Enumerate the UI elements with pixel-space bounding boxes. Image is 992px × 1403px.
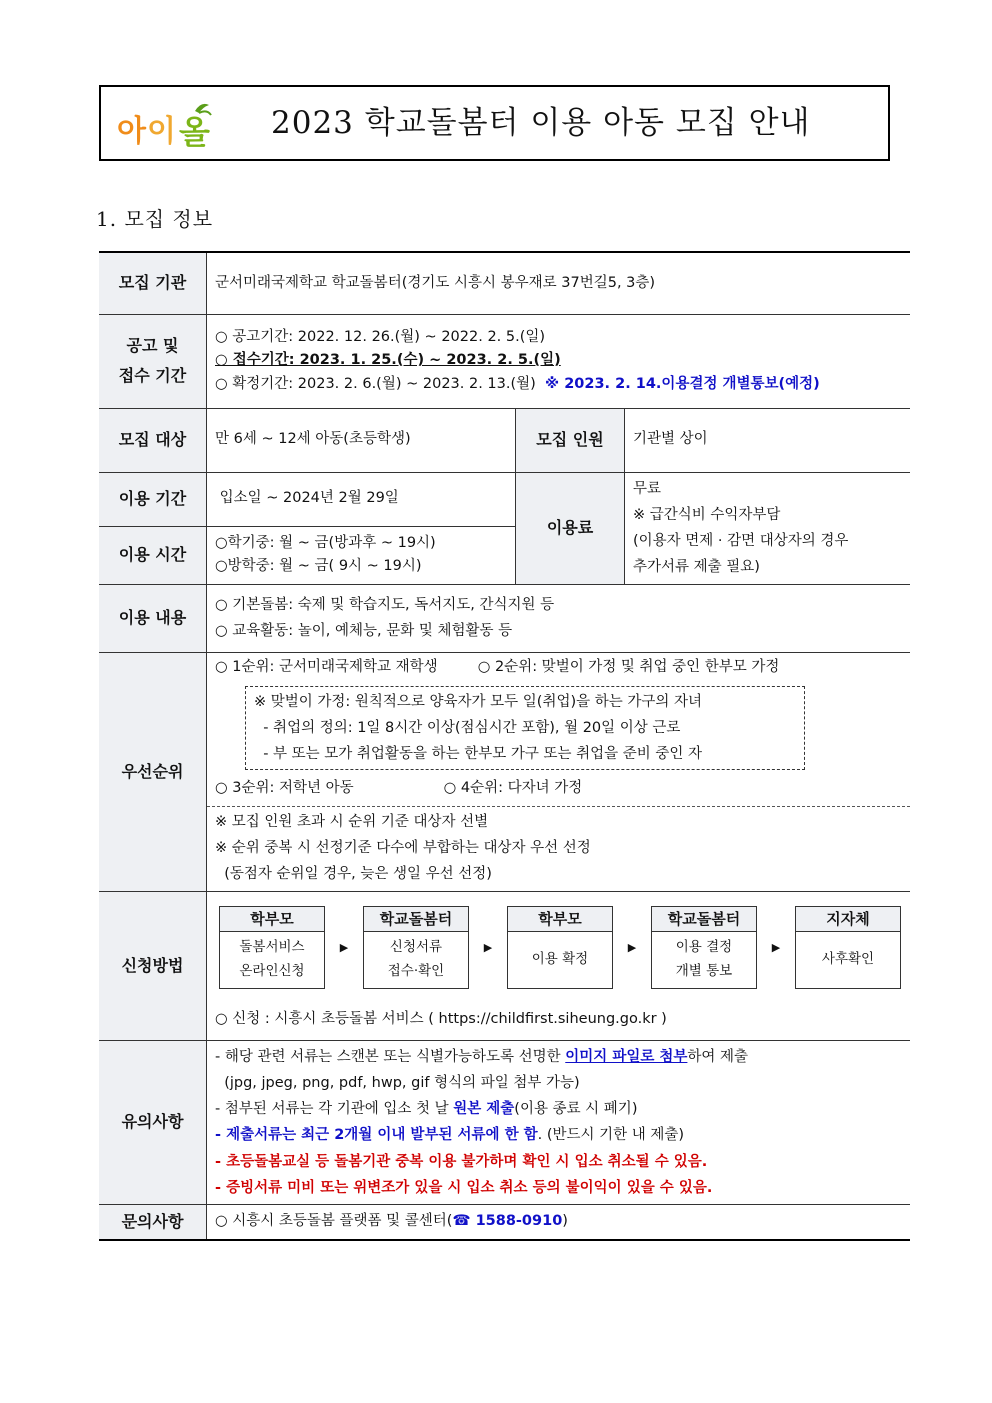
priority-4: ○ 4순위: 다자녀 가정 — [443, 780, 583, 797]
period-value — [207, 314, 911, 408]
flow-arrow-icon: ▶ — [771, 940, 781, 954]
reception-period: ○ 접수기간: 2023. 1. 25.(수) ~ 2023. 2. 5.(일) — [215, 352, 561, 369]
apply-value — [207, 891, 911, 1040]
period-label-line2: 접수 기간 — [118, 366, 187, 385]
dual-income-note-box — [245, 686, 805, 770]
phone-number: ☎ 1588-0910 — [452, 1212, 563, 1229]
count-label: 모집 인원 — [516, 408, 625, 472]
flow-step-parent-confirm — [507, 906, 613, 989]
flow-arrow-icon: ▶ — [627, 940, 637, 954]
title-box — [99, 85, 890, 161]
flow-step-body: 이용 확정 — [531, 951, 589, 967]
caution-4: - 제출서류는 최근 2개월 이내 발부된 서류에 한 함. (반드시 기한 내 제출) — [215, 1127, 685, 1144]
priority-rules — [207, 806, 910, 891]
priority-label: 우선순위 — [99, 652, 207, 891]
content-education: ○ 교육활동: 놀이, 예체능, 문화 및 체험활동 등 — [215, 623, 513, 639]
flow-step-school-notify — [651, 906, 757, 989]
target-label: 모집 대상 — [99, 408, 207, 472]
use-period-label: 이용 기간 — [99, 472, 207, 526]
apply-link-line: ○ 신청 : 시흥시 초등돌봄 서비스 ( https://childfirst.siheung.go.kr ) — [215, 1010, 667, 1027]
svg-text:올: 올 — [179, 113, 210, 149]
flow-step-head: 학부모 — [508, 907, 612, 932]
apply-label: 신청방법 — [99, 891, 207, 1040]
row-agency — [99, 252, 910, 314]
content-basic: ○ 기본돌봄: 숙제 및 학습지도, 독서지도, 간식지원 등 — [215, 596, 555, 613]
svg-text:아: 아 — [117, 114, 146, 149]
flow-step-body: 돌봄서비스 온라인신청 — [239, 939, 305, 979]
row-apply — [99, 891, 910, 1040]
fee-free: 무료 — [633, 480, 662, 497]
period-label-line1: 공고 및 — [126, 335, 179, 355]
fee-label: 이용료 — [516, 472, 625, 584]
priority-rule1: ※ 모집 인원 초과 시 순위 기준 대상자 선별 — [215, 813, 489, 830]
caution-6: - 증빙서류 미비 또는 위변조가 있을 시 입소 취소 등의 불이익이 있을 수 있음. — [215, 1179, 713, 1196]
priority-2: ○ 2순위: 맞벌이 가정 및 취업 중인 한부모 가정 — [477, 658, 780, 675]
fee-value — [625, 472, 911, 584]
apply-flow — [219, 906, 902, 989]
employment-def-note: - 취업의 정의: 1일 8시간 이상(점심시간 포함), 월 20일 이상 근로 — [254, 719, 681, 736]
priority-3-4 — [215, 776, 902, 801]
section-heading: 1. 모집 정보 — [96, 207, 214, 231]
row-caution — [99, 1041, 910, 1205]
priority-value — [207, 652, 911, 891]
period-label — [99, 314, 207, 408]
count-value: 기관별 상이 — [625, 408, 911, 472]
caution-2: (jpg, jpeg, png, pdf, hwp, gif 형식의 파일 첨부 가능) — [215, 1075, 580, 1092]
flow-step-body: 이용 결정 개별 통보 — [675, 939, 733, 979]
flow-step-head: 학부모 — [220, 907, 324, 932]
caution-value — [207, 1041, 911, 1205]
target-value: 만 6세 ~ 12세 아동(초등학생) — [207, 408, 516, 472]
row-use-period — [99, 472, 910, 526]
flow-step-school-receive — [363, 906, 469, 989]
dual-income-note: ※ 맞벌이 가정: 원칙적으로 양육자가 모두 일(취업)을 하는 가구의 자녀 — [254, 693, 703, 710]
flow-step-body: 사후확인 — [821, 951, 875, 967]
recent-docs-emphasis: 제출서류는 최근 2개월 이내 발부된 서류에 한 함 — [226, 1127, 538, 1144]
confirm-line — [215, 373, 902, 396]
priority-1: ○ 1순위: 군서미래국제학교 재학생 — [215, 658, 438, 675]
svg-text:이: 이 — [147, 114, 176, 149]
priority-rule2: ※ 순위 중복 시 선정기준 다수에 부합하는 대상자 우선 선정 — [215, 839, 591, 856]
priority-rule3: (동점자 순위일 경우, 늦은 생일 우선 선정) — [215, 865, 492, 882]
priority-1-2 — [215, 655, 902, 680]
confirm-period: ○ 확정기간: 2023. 2. 6.(월) ~ 2023. 2. 13.(월) — [215, 375, 536, 392]
agency-label: 모집 기관 — [99, 252, 207, 314]
recruit-info-table — [99, 251, 910, 1241]
use-time-label: 이용 시간 — [99, 526, 207, 584]
caution-3: - 첨부된 서류는 각 기관에 입소 첫 날 원본 제출(이용 종료 시 폐기) — [215, 1101, 638, 1118]
use-time-semester: ○학기중: 월 ~ 금(방과후 ~ 19시) — [215, 534, 436, 551]
caution-5: - 초등돌봄교실 등 돌봄기관 중복 이용 불가하며 확인 시 입소 취소될 수 있음. — [215, 1153, 708, 1170]
content-value — [207, 584, 911, 652]
inquiry-label: 문의사항 — [99, 1204, 207, 1240]
flow-arrow-icon: ▶ — [483, 940, 493, 954]
use-period-value: 입소일 ~ 2024년 2월 29일 — [207, 472, 516, 526]
use-time-value — [207, 526, 516, 584]
row-target — [99, 408, 910, 472]
row-content — [99, 584, 910, 652]
notice-period: ○ 공고기간: 2022. 12. 26.(월) ~ 2022. 2. 5.(일) — [215, 329, 546, 346]
inquiry-value: ○ 시흥시 초등돌봄 플랫폼 및 콜센터(☎ 1588-0910) — [207, 1204, 911, 1240]
flow-step-parent-apply — [219, 906, 325, 989]
original-submit-emphasis: 원본 제출 — [453, 1101, 515, 1118]
flow-step-head: 학교돌봄터 — [652, 907, 756, 932]
row-priority — [99, 652, 910, 891]
caution-label: 유의사항 — [99, 1041, 207, 1205]
image-file-emphasis: 이미지 파일로 첨부 — [565, 1049, 688, 1066]
flow-step-municipality — [795, 906, 901, 989]
page-title: 2023 학교돌봄터 이용 아동 모집 안내 — [271, 105, 811, 141]
priority-3: ○ 3순위: 저학년 아동 — [215, 780, 354, 797]
fee-note3: 추가서류 제출 필요) — [633, 559, 760, 576]
aiolly-logo — [115, 101, 235, 149]
content-label: 이용 내용 — [99, 584, 207, 652]
caution-1: - 해당 관련 서류는 스캔본 또는 식별가능하도록 선명한 이미지 파일로 첨부하여 제출 — [215, 1049, 749, 1066]
agency-value: 군서미래국제학교 학교돌봄터(경기도 시흥시 봉우재로 37번길5, 3층) — [207, 252, 911, 314]
flow-step-head: 학교돌봄터 — [364, 907, 468, 932]
row-inquiry — [99, 1204, 910, 1240]
confirm-note: ※ 2023. 2. 14.이용결정 개별통보(예정) — [545, 375, 820, 392]
flow-arrow-icon: ▶ — [339, 940, 349, 954]
single-parent-note: - 부 또는 모가 취업활동을 하는 한부모 가구 또는 취업을 준비 중인 자 — [254, 746, 702, 763]
row-period — [99, 314, 910, 408]
use-time-vacation: ○방학중: 월 ~ 금( 9시 ~ 19시) — [215, 558, 422, 574]
flow-step-head: 지자체 — [796, 907, 900, 932]
fee-note1: ※ 급간식비 수익자부담 — [633, 506, 781, 523]
flow-step-body: 신청서류 접수·확인 — [387, 939, 445, 979]
fee-note2: (이용자 면제 · 감면 대상자의 경우 — [633, 533, 849, 549]
